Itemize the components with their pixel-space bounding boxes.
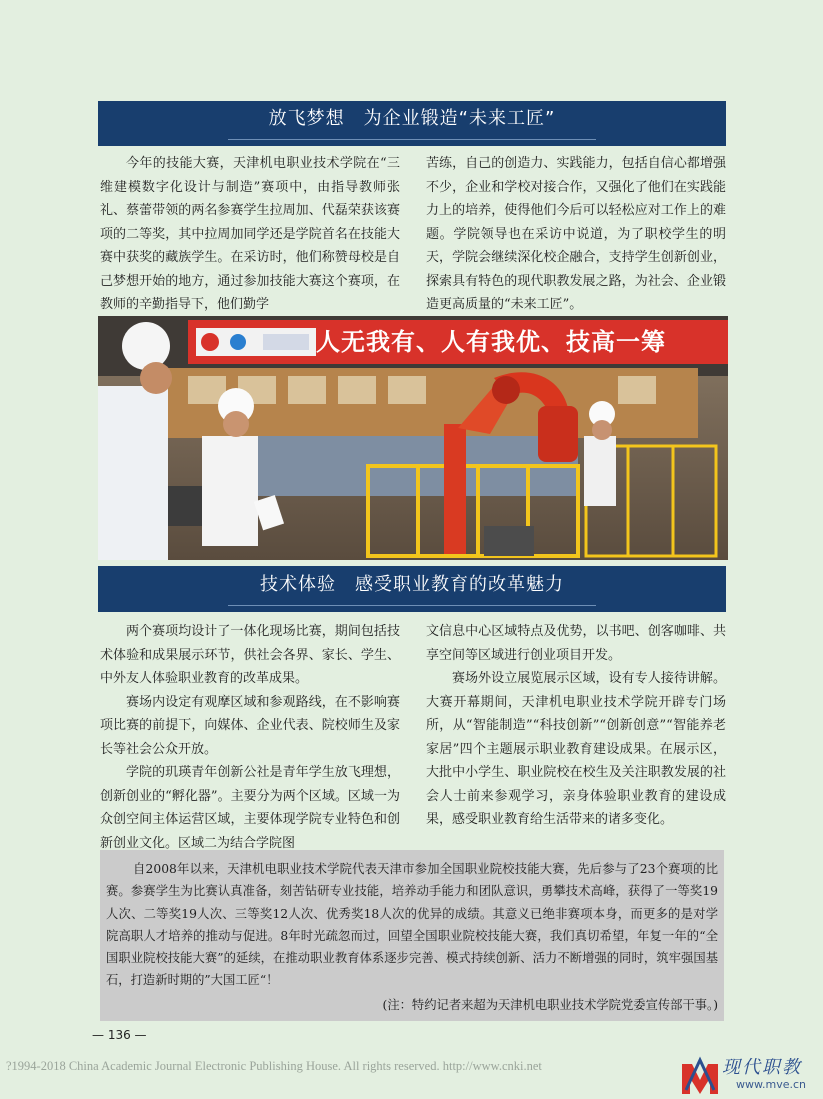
section-heading-text: 技术体验 感受职业教育的改革魅力 (260, 574, 564, 595)
paragraph: 赛场内设定有观摩区域和参观路线，在不影响赛项比赛的前提下，向媒体、企业代表、院校师生及家长等社会公众开放。 (100, 694, 400, 757)
photo-banner-slogan: 人无我有、人有我优、技高一筹 (316, 328, 666, 356)
note-signature: (注：特约记者来超为天津机电职业技术学院党委宣传部干事。) (382, 997, 718, 1012)
copyright-notice: ?1994-2018 China Academic Journal Electronic Publishing House. All rights reserved. http://www.cnki.net (6, 1059, 542, 1073)
paragraph: 文信息中心区域特点及优势，以书吧、创客咖啡、共享空间等区域进行创业项目开发。 (426, 624, 726, 663)
paragraph: 两个赛项均设计了一体化现场比赛，期间包括技术体验和成果展示环节，供社会各界、家长、学生、中外友人体验职业教育的改革成果。 (100, 624, 400, 686)
paragraph: 赛场外设立展览展示区域，设有专人接待讲解。大赛开幕期间，天津机电职业技术学院开辟专门场所，从“智能制造”“科技创新”“创新创意”“智能养老家居”四个主题展示职业教育建设成果。在展示区，大批中小学生、职业院校在校生及关注职教发展的社会人士前来参观学习，亲身体验职业教育的建设成果，感受职业教育给生活带来的诸多变化。 (426, 671, 726, 827)
note-body: 自2008年以来，天津机电职业技术学院代表天津市参加全国职业院校技能大赛，先后参与了23个赛项的比赛。参赛学生为比赛认真准备，刻苦钻研专业技能，培养动手能力和团队意识，勇攀技术高峰，获得了一等奖19人次、二等奖19人次、三等奖12人次、优秀奖18人次的优异的成绩。其意义已绝非赛项本身，而更多的是对学院高职人才培养的推动与促进。8年时光疏忽而过，回望全国职业院校技能大赛，我们真切希望，年复一年的“全国职业院校技能大赛”的延续，在推动职业教育体系逐步完善、模式持续创新、活力不断增强的同时，筑牢强国基石，打造新时期的”大国工匠“！ (106, 862, 718, 988)
paragraph: 学院的玑瑛青年创新公社是青年学生放飞理想，创新创业的“孵化器”。主要分为两个区域。区域一为众创空间主体运营区域，主要体现学院专业特色和创新创业文化。区域二为结合学院图 (100, 765, 400, 851)
paragraph: 今年的技能大赛，天津机电职业技术学院在“三维建模数字化设计与制造”赛项中，由指导教师张礼、蔡蕾带领的两名参赛学生拉周加、代磊荣获该赛项的二等奖，其中拉周加同学还是学院首名在技能大赛中获奖的藏族学生。在采访时，他们称赞母校是自己梦想开始的地方，通过参加技能大赛这个赛项，在教师的辛勤指导下，他们勤学 (100, 156, 400, 312)
section-heading-experience (98, 566, 726, 612)
article-column-right-top (426, 152, 726, 317)
journal-logo-text: 现代职教 (722, 1057, 802, 1078)
paragraph: 苦练，自己的创造力、实践能力，包括自信心都增强不少，企业和学校对接合作，又强化了他们在实践能力上的培养，使得他们今后可以轻松应对工作上的难题。学院领导也在采访中说道，为了职校学生的明天，学院会继续深化校企融合，支持学生创新创业，探索具有特色的现代职教发展之路，为社会、企业锻造更高质量的“未来工匠”。 (426, 156, 726, 312)
section-heading-dream (98, 101, 726, 146)
journal-logo-url: www.mve.cn (736, 1078, 806, 1091)
editor-note-box (100, 850, 724, 1021)
page-number: — 136 — (92, 1028, 147, 1042)
article-column-right-bottom (426, 620, 726, 832)
article-column-left-top (100, 152, 400, 317)
competition-photo (98, 316, 728, 560)
article-column-left-bottom (100, 620, 400, 855)
section-heading-text: 放飞梦想 为企业锻造“未来工匠” (268, 108, 556, 129)
